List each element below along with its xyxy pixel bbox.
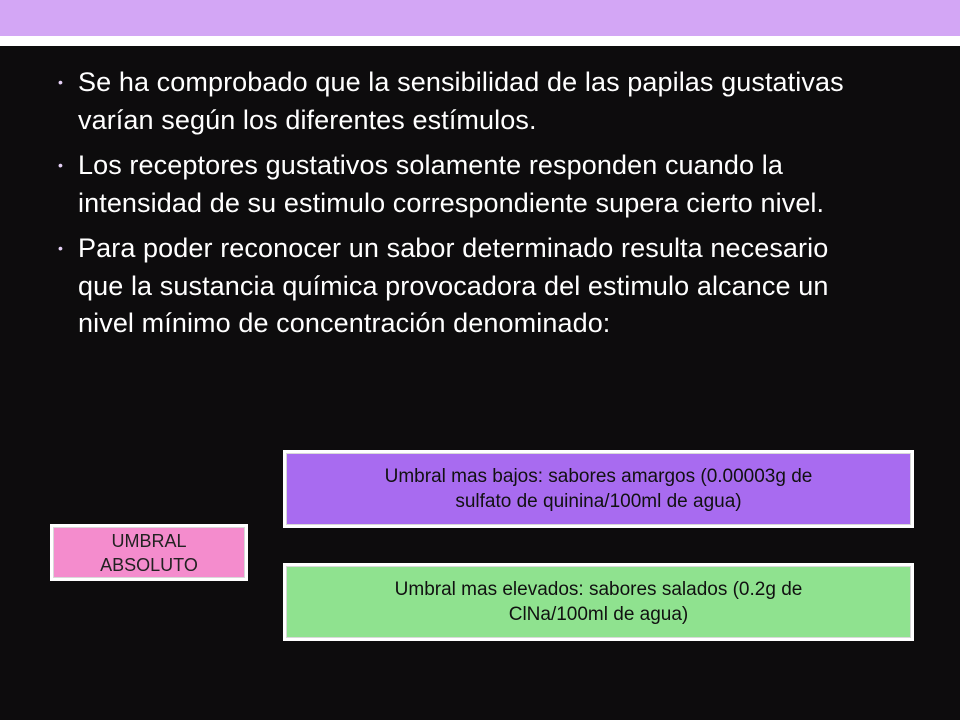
- bullet-text: Para poder reconocer un sabor determinado resulta necesario que la sustancia química provocadora del estimulo alcance un nivel mínimo de concentración denominado:: [78, 233, 829, 338]
- title-divider: [0, 36, 960, 46]
- high-threshold-line-2: ClNa/100ml de agua): [508, 604, 689, 625]
- bullet-item: [56, 64, 856, 139]
- absolute-threshold-box: [50, 524, 248, 581]
- bullet-list: [56, 64, 856, 351]
- high-threshold-line-1: Umbral mas elevados: sabores salados (0.2g de: [394, 579, 803, 600]
- low-threshold-line-2: sulfato de quinina/100ml de agua): [455, 491, 742, 512]
- low-threshold-box: [283, 450, 914, 528]
- bullet-icon: •: [58, 157, 64, 173]
- low-threshold-line-1: Umbral mas bajos: sabores amargos (0.00003g de: [384, 466, 813, 487]
- bullet-item: [56, 230, 856, 343]
- bullet-icon: •: [58, 240, 64, 256]
- bullet-icon: •: [58, 74, 64, 90]
- absolute-threshold-line-2: ABSOLUTO: [100, 554, 198, 575]
- high-threshold-text: [395, 577, 803, 627]
- absolute-threshold-line-1: UMBRAL: [111, 530, 187, 551]
- absolute-threshold-label: [100, 529, 198, 577]
- high-threshold-box: [283, 563, 914, 641]
- title-band: [0, 0, 960, 36]
- low-threshold-text: [385, 464, 813, 514]
- bullet-text: Los receptores gustativos solamente responden cuando la intensidad de su estimulo correspondiente supera cierto nivel.: [78, 150, 825, 218]
- bullet-item: [56, 147, 856, 222]
- bullet-text: Se ha comprobado que la sensibilidad de las papilas gustativas varían según los diferentes estímulos.: [78, 67, 844, 135]
